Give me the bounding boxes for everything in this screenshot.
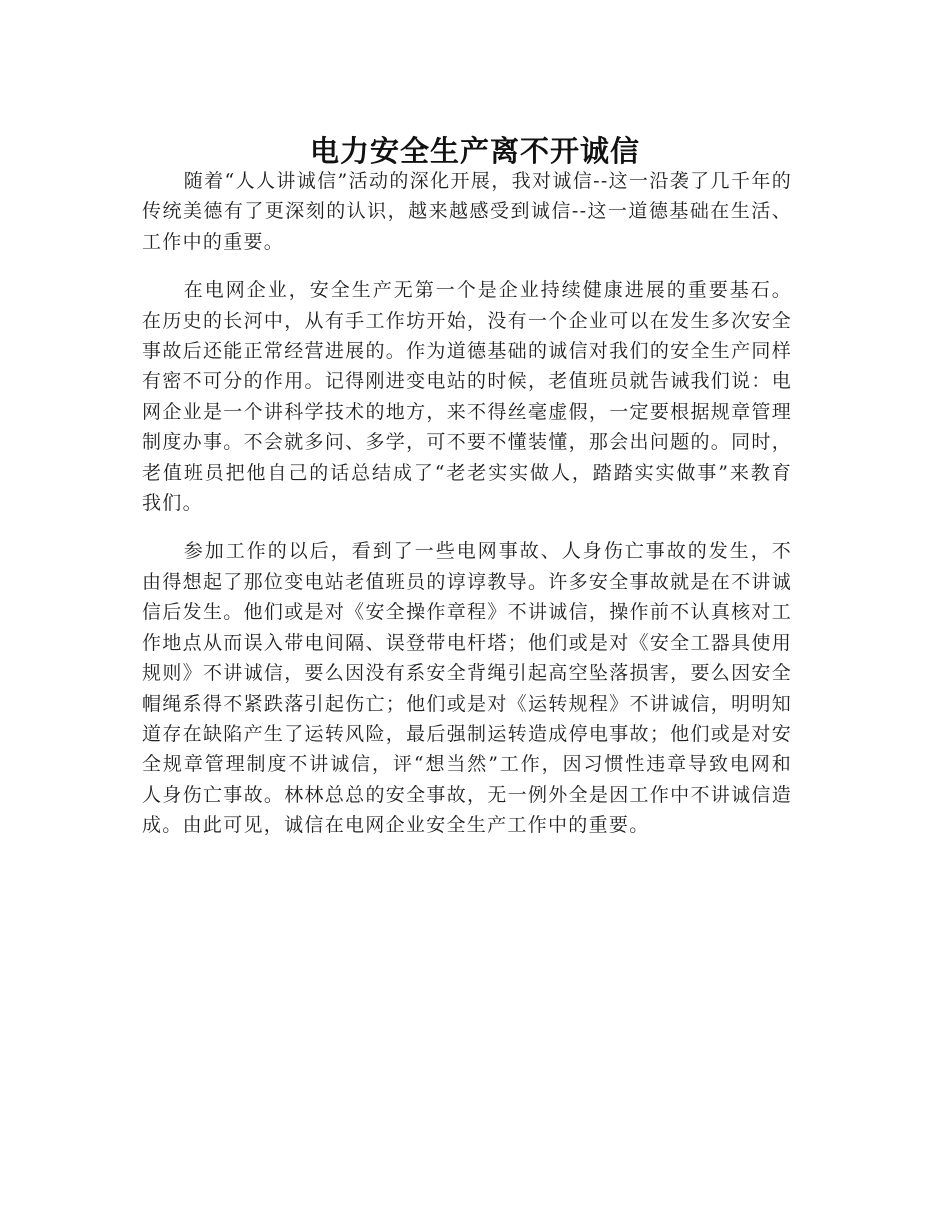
paragraph-1: 随着“人人讲诚信”活动的深化开展，我对诚信--这一沿袭了几千年的传统美德有了更深刻的认识，越来越感受到诚信--这一道德基础在生活、工作中的重要。 bbox=[142, 170, 792, 253]
paragraph-2: 在电网企业，安全生产无第一个是企业持续健康进展的重要基石。在历史的长河中，从有手工作坊开始，没有一个企业可以在发生多次安全事故后还能正常经营进展的。作为道德基础的诚信对我们的安全生产同样有密不可分的作用。记得刚进变电站的时候，老值班员就告诫我们说：电网企业是一个讲科学技术的地方，来不得丝毫虚假，一定要根据规章管理制度办事。不会就多问、多学，可不要不懂装懂，那会出问题的。同时，老值班员把他自己的话总结成了“老老实实做人，踏踏实实做事”来教育我们。 bbox=[142, 279, 792, 515]
document-title: 电力安全生产离不开诚信 bbox=[309, 134, 640, 169]
paragraph-3: 参加工作的以后，看到了一些电网事故、人身伤亡事故的发生，不由得想起了那位变电站老值班员的谆谆教导。许多安全事故就是在不讲诚信后发生。他们或是对《安全操作章程》不讲诚信，操作前不认真核对工作地点从而误入带电间隔、误登带电杆塔；他们或是对《安全工器具使用规则》不讲诚信，要么因没有系安全背绳引起高空坠落损害，要么因安全帽绳系得不紧跌落引起伤亡；他们或是对《运转规程》不讲诚信，明明知道存在缺陷产生了运转风险，最后强制运转造成停电事故；他们或是对安全规章管理制度不讲诚信，评“想当然”工作，因习惯性违章导致电网和人身伤亡事故。林林总总的安全事故，无一例外全是因工作中不讲诚信造成。由此可见，诚信在电网企业安全生产工作中的重要。 bbox=[142, 540, 792, 837]
document-body bbox=[142, 166, 792, 859]
